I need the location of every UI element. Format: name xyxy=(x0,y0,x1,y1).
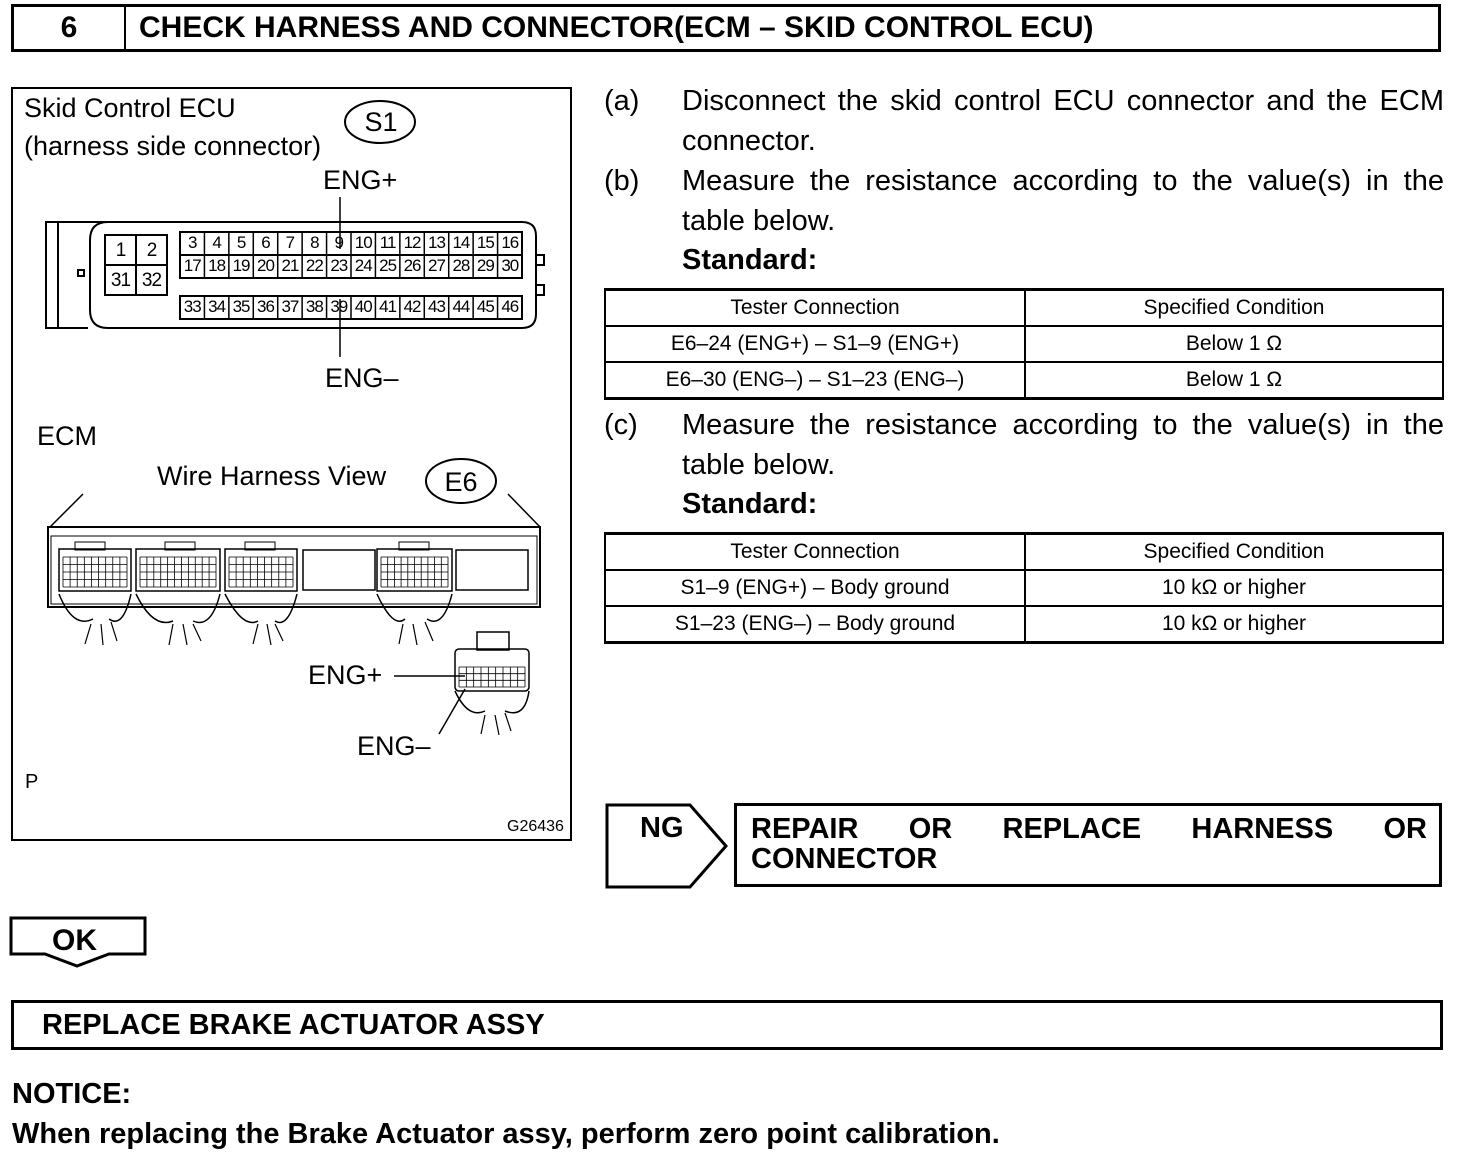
ng-action-line1 xyxy=(751,814,1427,844)
table-header-row xyxy=(605,534,1443,571)
pin-number: 41 xyxy=(379,297,397,316)
pin-number: 10 xyxy=(354,233,372,252)
pin-number: 20 xyxy=(257,256,274,275)
pin-number: 43 xyxy=(428,297,445,316)
pin-number: 3 xyxy=(187,233,197,252)
standard-label-1: Standard: xyxy=(682,244,818,276)
table-row xyxy=(605,326,1443,362)
pin-number: 46 xyxy=(501,297,519,316)
table-cell: E6–24 (ENG+) – S1–9 (ENG+) xyxy=(605,326,1025,362)
pin-number: 45 xyxy=(476,297,494,316)
table-row xyxy=(605,606,1443,643)
pin-number: 8 xyxy=(310,233,319,252)
step-b-text: Measure the resistance according to the value(s) in the table below. xyxy=(682,165,1444,237)
pin-number: 15 xyxy=(476,233,494,252)
skid-eng-minus-label: ENG– xyxy=(325,363,399,393)
pin-number: 34 xyxy=(208,297,226,316)
table-row xyxy=(605,362,1443,399)
pin-number: 36 xyxy=(257,297,274,316)
pin-number: 14 xyxy=(452,233,470,252)
pin-number: 40 xyxy=(354,297,372,316)
pin-number: 44 xyxy=(452,297,470,316)
spec-table-1 xyxy=(604,288,1444,400)
ecm-eng-minus-label: ENG– xyxy=(357,731,431,761)
figure-id: G26436 xyxy=(507,818,564,835)
ng-action-box xyxy=(734,803,1442,887)
pin-number: 29 xyxy=(476,256,494,275)
table-cell: Below 1 Ω xyxy=(1025,362,1443,399)
pin-number: 23 xyxy=(330,256,348,275)
pin-number: 33 xyxy=(183,297,201,316)
pin-number: 9 xyxy=(334,233,343,252)
ng-action-line2: CONNECTOR xyxy=(751,843,938,875)
ng-word: REPAIR xyxy=(751,813,859,845)
table-header-cell: Tester Connection xyxy=(605,290,1025,327)
step-c-text: Measure the resistance according to the value(s) in the table below. xyxy=(682,409,1444,481)
pin-number: 25 xyxy=(379,256,397,275)
table-cell: E6–30 (ENG–) – S1–23 (ENG–) xyxy=(605,362,1025,399)
ecm-code-label: E6 xyxy=(444,467,478,497)
pin-number: 35 xyxy=(232,297,250,316)
ok-label: OK xyxy=(52,924,97,957)
step-title: CHECK HARNESS AND CONNECTOR(ECM – SKID CONTROL ECU) xyxy=(139,11,1094,44)
pin-number: 4 xyxy=(212,233,221,252)
pin-number: 6 xyxy=(261,233,270,252)
corner-mark: P xyxy=(25,771,39,793)
pin-number: 27 xyxy=(428,256,445,275)
pin-number: 16 xyxy=(501,233,519,252)
step-a-text: Disconnect the skid control ECU connector and the ECM connector. xyxy=(682,85,1444,157)
pin-number: 42 xyxy=(403,297,421,316)
spec-table-2 xyxy=(604,532,1444,644)
pin-number: 31 xyxy=(110,270,131,291)
pin-number: 39 xyxy=(330,297,348,316)
skid-eng-plus-label: ENG+ xyxy=(323,165,398,195)
table-row xyxy=(605,570,1443,606)
ecm-eng-plus-label: ENG+ xyxy=(308,660,383,690)
ng-word: REPLACE xyxy=(1002,813,1142,845)
wire-harness-view-label: Wire Harness View xyxy=(157,461,387,491)
pin-number: 11 xyxy=(379,233,396,252)
table-cell: 10 kΩ or higher xyxy=(1025,606,1443,643)
pin-number: 26 xyxy=(403,256,421,275)
pin-number: 32 xyxy=(141,270,162,291)
ng-label: NG xyxy=(640,812,684,844)
notice-text: When replacing the Brake Actuator assy, perform zero point calibration. xyxy=(12,1118,1000,1150)
table-header-row xyxy=(605,290,1443,327)
table-header-cell: Specified Condition xyxy=(1025,290,1443,327)
ng-word: HARNESS xyxy=(1191,813,1334,845)
pin-number: 19 xyxy=(232,256,250,275)
pin-number: 5 xyxy=(236,233,246,252)
pin-number: 18 xyxy=(208,256,226,275)
pin-number: 22 xyxy=(305,256,323,275)
pin-number: 1 xyxy=(115,240,126,261)
step-c-letter: (c) xyxy=(604,409,638,441)
step-number: 6 xyxy=(14,7,126,49)
standard-label-2: Standard: xyxy=(682,488,818,520)
skid-ecu-title: Skid Control ECU xyxy=(24,93,236,123)
table-cell: S1–23 (ENG–) – Body ground xyxy=(605,606,1025,643)
step-a-letter: (a) xyxy=(604,85,640,117)
pin-number: 17 xyxy=(183,256,201,275)
pin-number: 2 xyxy=(146,240,157,261)
notice-heading: NOTICE: xyxy=(12,1078,132,1110)
pin-number: 21 xyxy=(281,256,299,275)
pin-number: 24 xyxy=(354,256,372,275)
pin-number: 12 xyxy=(403,233,421,252)
pin-number: 30 xyxy=(501,256,519,275)
table-cell: S1–9 (ENG+) – Body ground xyxy=(605,570,1025,606)
final-action-box: REPLACE BRAKE ACTUATOR ASSY xyxy=(11,1000,1443,1050)
pin-number: 38 xyxy=(305,297,323,316)
table-header-cell: Tester Connection xyxy=(605,534,1025,571)
step-header xyxy=(11,4,1441,52)
table-cell: Below 1 Ω xyxy=(1025,326,1443,362)
skid-ecu-subtitle: (harness side connector) xyxy=(24,131,322,161)
connector-figure xyxy=(11,87,572,841)
pin-number: 28 xyxy=(452,256,470,275)
ecm-connector xyxy=(48,459,540,735)
ng-word: OR xyxy=(1383,813,1427,845)
ng-word: OR xyxy=(908,813,953,845)
table-cell: 10 kΩ or higher xyxy=(1025,570,1443,606)
skid-code-label: S1 xyxy=(364,107,398,137)
pin-number: 13 xyxy=(428,233,445,252)
pin-number: 7 xyxy=(285,233,295,252)
table-header-cell: Specified Condition xyxy=(1025,534,1443,571)
ecm-label: ECM xyxy=(37,421,97,451)
pin-number: 37 xyxy=(281,297,299,316)
step-b-letter: (b) xyxy=(604,165,640,197)
